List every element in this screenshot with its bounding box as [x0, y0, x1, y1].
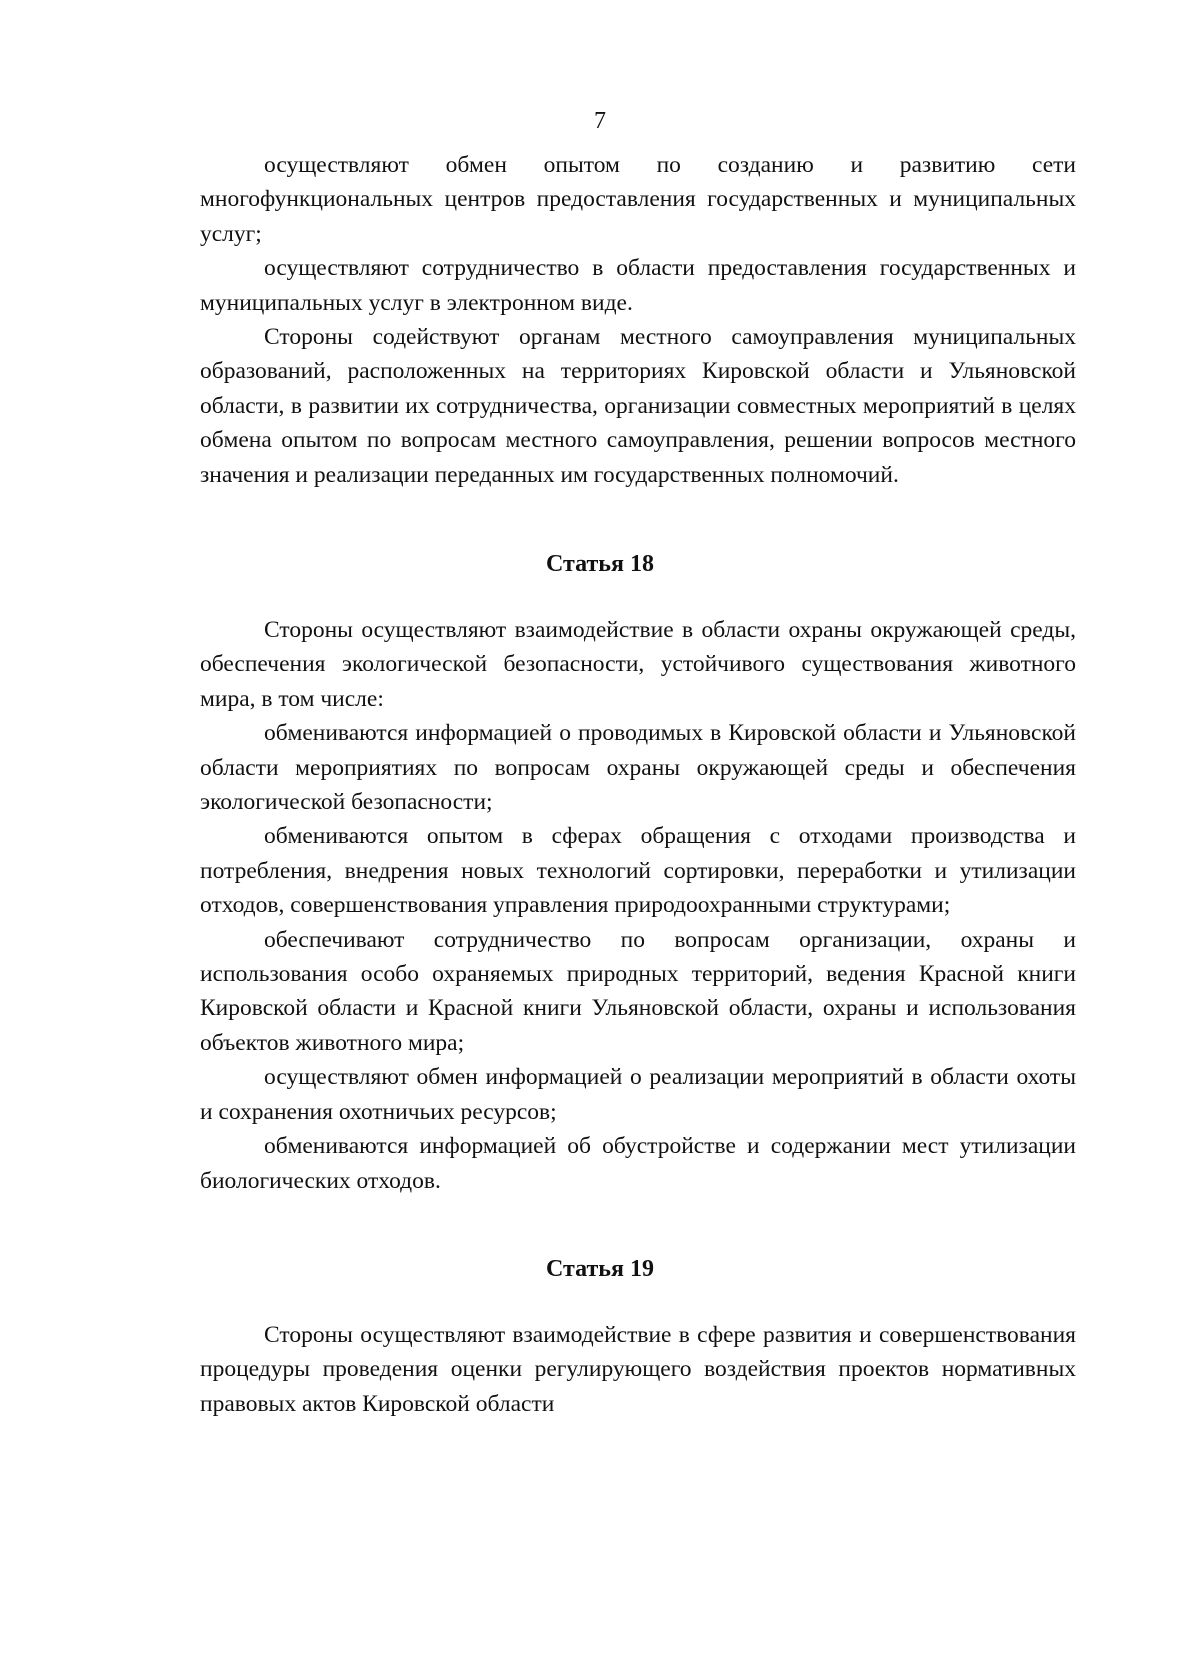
paragraph: Стороны осуществляют взаимодействие в области охраны окружающей среды, обеспечения экологической безопасности, устойчивого существования животного мира, в том числе:	[200, 617, 1076, 712]
paragraph: обеспечивают сотрудничество по вопросам организации, охраны и использования особо охраняемых природных территорий, ведения Красной книги Кировской области и Красной книги Ульяновской области, охраны и использования объектов животного мира;	[200, 926, 1076, 1056]
article-18-heading: Статья 18	[546, 551, 654, 577]
paragraph: Стороны осуществляют взаимодействие в сфере развития и совершенствования процедуры проведения оценки регулирующего воздействия проектов нормативных правовых актов Кировской области	[200, 1322, 1076, 1417]
paragraph: обмениваются информацией об обустройстве и содержании мест утилизации биологических отходов.	[200, 1133, 1076, 1194]
paragraph: осуществляют сотрудничество в области предоставления государственных и муниципальных услуг в электронном виде.	[200, 255, 1076, 316]
page-number: 7	[594, 108, 606, 134]
article-19-body	[200, 1318, 1076, 1421]
paragraph: осуществляют обмен информацией о реализации мероприятий в области охоты и сохранения охотничьих ресурсов;	[200, 1064, 1076, 1125]
paragraph: обмениваются опытом в сферах обращения с отходами производства и потребления, внедрения новых технологий сортировки, переработки и утилизации отходов, совершенствования управления природоохранными структурами;	[200, 823, 1076, 919]
text-block-intro	[200, 148, 1076, 492]
article-19-heading: Статья 19	[546, 1256, 654, 1282]
paragraph: осуществляют обмен опытом по созданию и развитию сети многофункциональных центров предоставления государственных и муниципальных услуг;	[200, 152, 1076, 247]
paragraph: обмениваются информацией о проводимых в Кировской области и Ульяновской области мероприятиях по вопросам охраны окружающей среды и обеспечения экологической безопасности;	[200, 720, 1076, 816]
article-18-body	[200, 613, 1076, 1198]
paragraph: Стороны содействуют органам местного самоуправления муниципальных образований, расположенных на территориях Кировской области и Ульяновской области, в развитии их сотрудничества, организации совместных мероприятий в целях обмена опытом по вопросам местного самоуправления, решении вопросов местного значения и реализации переданных им государственных полномочий.	[200, 324, 1076, 488]
